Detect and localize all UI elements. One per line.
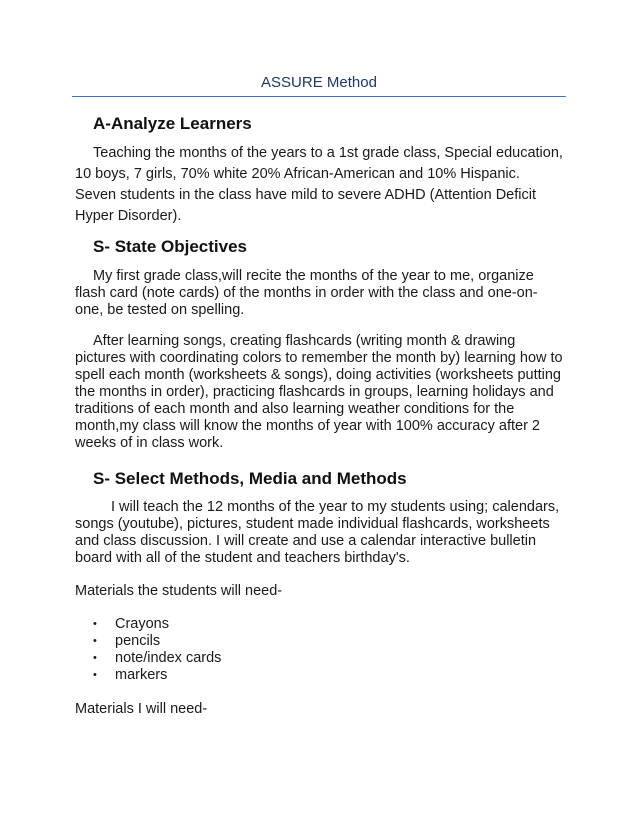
list-item: • note/index cards: [93, 650, 222, 666]
bullet-icon: •: [93, 635, 97, 647]
section-heading-analyze: A-Analyze Learners: [93, 114, 252, 133]
list-item: • pencils: [93, 633, 161, 649]
list-item: • Crayons: [93, 616, 169, 632]
bullet-icon: •: [93, 618, 97, 630]
objectives-paragraph-1: My first grade class,will recite the months of the year to me, organize flash card (note cards) of the months in order with the class and one-on-one, be tested on spelling.: [75, 268, 538, 318]
document-body: [75, 110, 565, 718]
bullet-icon: •: [93, 652, 97, 664]
header-divider: [72, 96, 566, 97]
analyze-paragraph: Teaching the months of the years to a 1st grade class, Special education, 10 boys, 7 girls, 70% white 20% African-American and 10% Hispanic. Seven students in the class have mild to severe ADHD (Attention Deficit Hyper Disorder).: [75, 145, 563, 224]
student-materials-list: [75, 616, 565, 684]
select-paragraph: I will teach the 12 months of the year to my students using; calendars, songs (youtube), pictures, student made individual flashcards, worksheets and class discussion. I will create and use a calendar interactive bulletin board with all of the student and teachers birthday's.: [75, 499, 560, 566]
section-heading-objectives: S- State Objectives: [93, 237, 248, 256]
student-materials-label: Materials the students will need-: [75, 583, 283, 599]
document-header-title: ASSURE Method: [261, 74, 377, 91]
objectives-paragraph-2: After learning songs, creating flashcards (writing month & drawing pictures with coordinating colors to remember the month by) learning how to spell each month (worksheets & songs), doing activities (worksheets putting the months in order), practicing flashcards in groups, learning holidays and traditions of each month and also learning weather conditions for the month,my class will know the months of year with 100% accuracy after 2 weeks of in class work.: [75, 333, 563, 451]
list-item: • markers: [93, 667, 168, 683]
teacher-materials-label: Materials I will need-: [75, 701, 208, 717]
bullet-icon: •: [93, 669, 97, 681]
section-heading-select: S- Select Methods, Media and Methods: [93, 469, 407, 488]
